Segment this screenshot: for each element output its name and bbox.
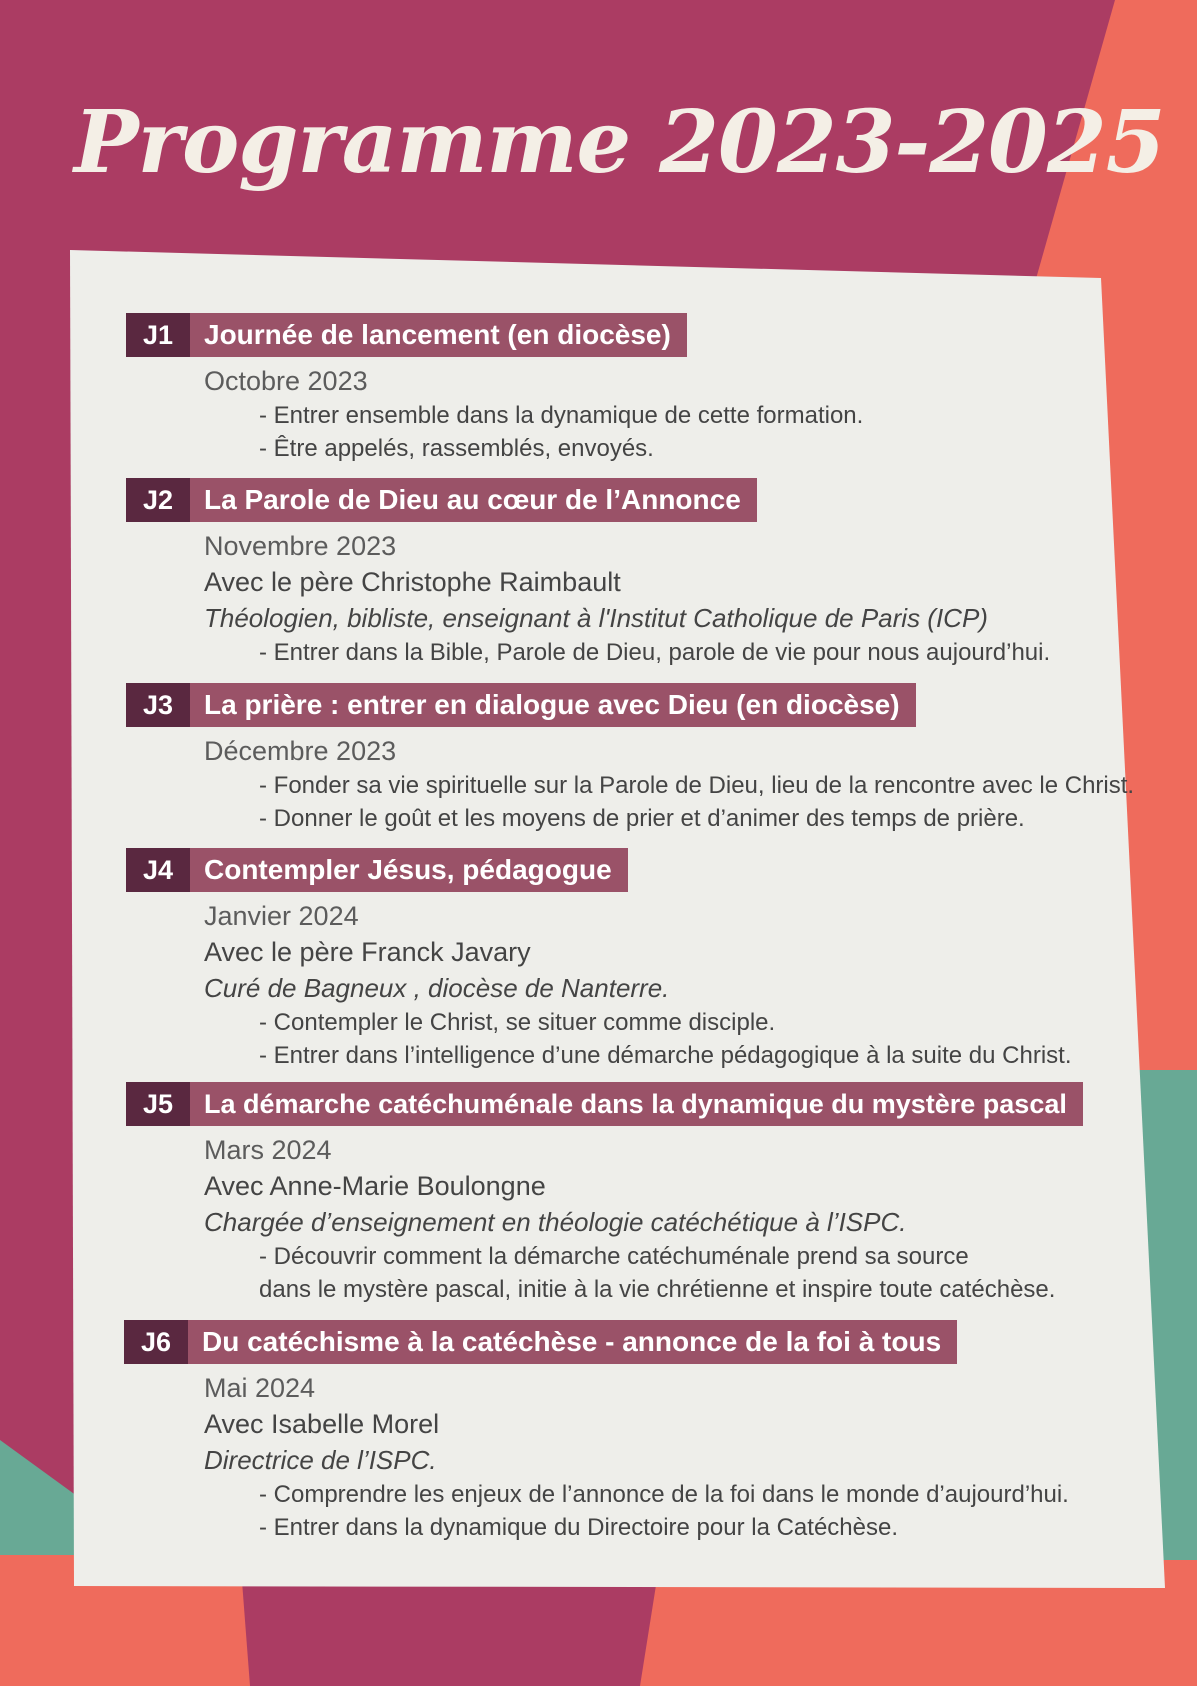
session-code: J5: [126, 1082, 190, 1126]
session-speaker: Avec Isabelle Morel: [204, 1409, 440, 1439]
session-date: Octobre 2023: [204, 366, 368, 396]
session-bullets: [204, 1240, 1126, 1306]
session-code: J6: [124, 1320, 188, 1364]
session-j6: [124, 1320, 1124, 1544]
session-title: La prière : entrer en dialogue avec Dieu (en diocèse): [190, 683, 916, 727]
session-j5: [126, 1082, 1126, 1306]
session-bullet: - Entrer dans la Bible, Parole de Dieu, parole de vie pour nous aujourd’hui.: [259, 639, 1051, 666]
session-j2: [126, 478, 1126, 669]
session-header: [126, 848, 1126, 892]
session-date: Mars 2024: [204, 1135, 332, 1165]
session-body: [126, 528, 1126, 669]
session-title: Du catéchisme à la catéchèse - annonce de la foi à tous: [188, 1320, 957, 1364]
session-bullet: dans le mystère pascal, initie à la vie chrétienne et inspire toute catéchèse.: [259, 1276, 1056, 1303]
session-bullet: - Fonder sa vie spirituelle sur la Parole de Dieu, lieu de la rencontre avec le Christ.: [259, 772, 1135, 799]
session-speaker: Avec le père Franck Javary: [204, 937, 531, 967]
session-bullet: - Être appelés, rassemblés, envoyés.: [259, 435, 654, 462]
session-bullet: - Découvrir comment la démarche catéchuménale prend sa source: [259, 1243, 969, 1270]
session-body: [126, 733, 1135, 835]
session-bullet: - Entrer dans l’intelligence d’une démarche pédagogique à la suite du Christ.: [259, 1042, 1072, 1069]
session-code: J4: [126, 848, 190, 892]
session-body: [126, 363, 1126, 465]
session-bullet: - Comprendre les enjeux de l’annonce de la foi dans le monde d’aujourd’hui.: [259, 1481, 1069, 1508]
session-j4: [126, 848, 1126, 1072]
session-date: Novembre 2023: [204, 531, 397, 561]
session-header: [126, 478, 1126, 522]
session-j1: [126, 313, 1126, 465]
session-speaker-role: Directrice de l’ISPC.: [204, 1445, 437, 1475]
session-header: [124, 1320, 1124, 1364]
session-bullet: - Contempler le Christ, se situer comme disciple.: [259, 1009, 776, 1036]
session-title: La Parole de Dieu au cœur de l’Annonce: [190, 478, 757, 522]
session-header: [126, 1082, 1126, 1126]
session-j3: [126, 683, 1135, 835]
page-title: Programme 2023-2025: [74, 92, 1165, 193]
session-bullets: [204, 399, 1126, 465]
session-speaker-role: Chargée d’enseignement en théologie catéchétique à l’ISPC.: [204, 1207, 907, 1237]
session-title: La démarche catéchuménale dans la dynamique du mystère pascal: [190, 1082, 1083, 1126]
session-date: Décembre 2023: [204, 736, 397, 766]
session-bullet: - Entrer dans la dynamique du Directoire pour la Catéchèse.: [259, 1514, 898, 1541]
session-date: Mai 2024: [204, 1373, 316, 1403]
session-speaker-role: Théologien, bibliste, enseignant à l'Institut Catholique de Paris (ICP): [204, 603, 988, 633]
session-code: J3: [126, 683, 190, 727]
session-header: [126, 683, 1126, 727]
session-body: [126, 898, 1126, 1072]
session-bullets: [204, 1478, 1124, 1544]
session-bullets: [204, 636, 1126, 669]
session-bullets: [204, 1006, 1126, 1072]
session-code: J1: [126, 313, 190, 357]
session-speaker-role: Curé de Bagneux , diocèse de Nanterre.: [204, 973, 670, 1003]
session-bullets: [204, 769, 1135, 835]
session-body: [126, 1132, 1126, 1306]
session-code: J2: [126, 478, 190, 522]
session-title: Journée de lancement (en diocèse): [190, 313, 687, 357]
session-speaker: Avec le père Christophe Raimbault: [204, 567, 621, 597]
session-speaker: Avec Anne-Marie Boulongne: [204, 1171, 546, 1201]
session-bullet: - Entrer ensemble dans la dynamique de cette formation.: [259, 402, 864, 429]
session-title: Contempler Jésus, pédagogue: [190, 848, 628, 892]
session-date: Janvier 2024: [204, 901, 359, 931]
session-body: [124, 1370, 1124, 1544]
session-header: [126, 313, 1126, 357]
session-bullet: - Donner le goût et les moyens de prier et d’animer des temps de prière.: [259, 805, 1025, 832]
